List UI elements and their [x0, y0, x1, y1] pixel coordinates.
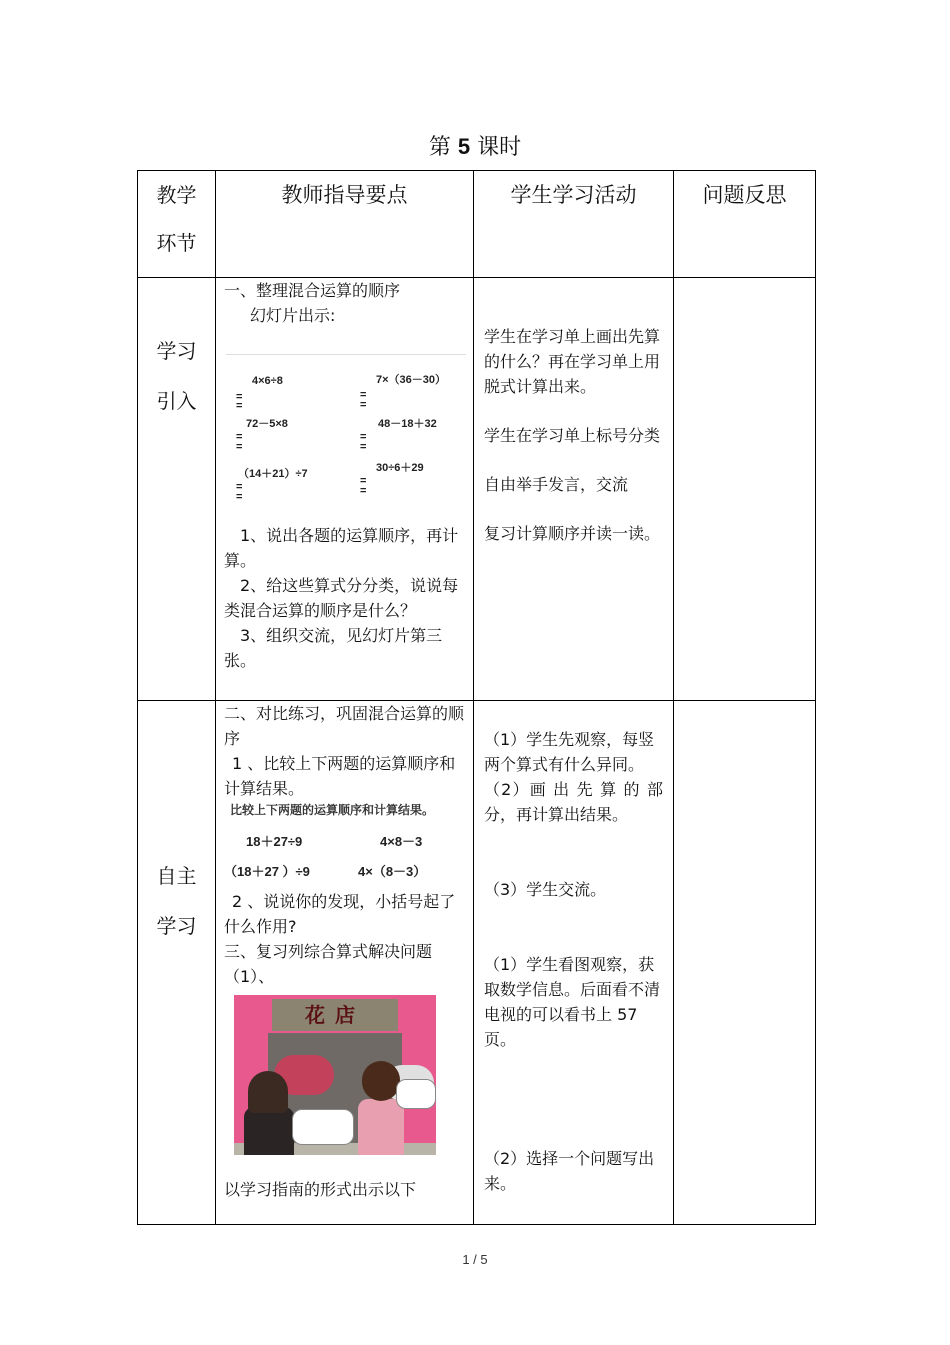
self-sub-1: （1）、	[224, 967, 275, 986]
title-suffix: 课时	[477, 135, 522, 160]
stage-intro-line2: 引入	[156, 389, 197, 413]
reflect-self-study	[674, 701, 816, 1225]
slide-figure	[226, 354, 466, 515]
row-intro	[138, 278, 816, 701]
intro-slide-label: 幻灯片出示:	[250, 306, 336, 325]
header-row	[138, 171, 816, 278]
teacher-intro	[216, 278, 474, 701]
stage-intro-line1: 学习	[156, 339, 197, 363]
self-student-5: （2）选择一个问题写出来。	[484, 1149, 655, 1193]
cmp-expr-2: 4×8－3	[380, 834, 423, 849]
eq-mark: =	[360, 475, 367, 487]
page-footer: 1 / 5	[462, 1252, 488, 1267]
compare-figure-caption: 比较上下两题的运算顺序和计算结果。	[230, 803, 435, 817]
cmp-expr-3: （18＋27 ）÷9	[224, 864, 310, 879]
header-student: 学生学习活动	[474, 171, 674, 278]
eq-mark: =	[236, 391, 243, 403]
header-stage-line1: 教学	[156, 183, 197, 207]
boy-head	[248, 1071, 288, 1113]
reflect-intro	[674, 278, 816, 701]
stage-self-line2: 学习	[156, 914, 197, 938]
stage-self-line1: 自主	[156, 864, 197, 888]
eq-mark: =	[236, 491, 243, 503]
intro-item-3: 3、组织交流，见幻灯片第三张。	[224, 626, 443, 670]
eq-mark: =	[236, 400, 243, 412]
lesson-table	[137, 170, 816, 1225]
title-number: 5	[457, 134, 471, 159]
eq-mark: =	[236, 441, 243, 453]
flower-shop-illustration	[234, 995, 436, 1155]
cmp-expr-1: 18＋27÷9	[246, 834, 303, 849]
eq-mark: =	[360, 399, 367, 411]
page-title	[0, 130, 950, 161]
expr-4: 48－18＋32	[378, 418, 437, 430]
girl-head	[362, 1061, 400, 1101]
stage-self-study	[138, 701, 216, 1225]
intro-student-2: 学生在学习单上标号分类	[484, 426, 661, 445]
header-reflect: 问题反思	[674, 171, 816, 278]
expr-2: 7×（36－30）	[376, 374, 447, 386]
student-intro	[474, 278, 674, 701]
row-self-study	[138, 701, 816, 1225]
self-last-line: 以学习指南的形式出示以下	[224, 1180, 417, 1199]
self-student-2: （2）画 出 先 算 的 部分，再计算出结果。	[484, 780, 663, 824]
intro-heading: 一、整理混合运算的顺序	[224, 281, 401, 300]
eq-mark: =	[360, 485, 367, 497]
self-heading: 二、对比练习，巩固混合运算的顺序	[224, 704, 465, 748]
self-item-1: 1 、比较上下两题的运算顺序和计算结果。	[224, 754, 456, 798]
speech-bubble-boy	[292, 1109, 354, 1145]
intro-student-4: 复习计算顺序并读一读。	[484, 524, 661, 543]
self-student-1: （1）学生先观察，每竖两个算式有什么异同。	[484, 730, 655, 774]
speech-bubble-girl	[396, 1079, 436, 1109]
cmp-expr-4: 4×（8－3）	[358, 864, 427, 879]
eq-mark: =	[360, 389, 367, 401]
intro-item-2: 2、给这些算式分分类，说说每类混合运算的顺序是什么？	[224, 576, 459, 620]
header-stage-line2: 环节	[156, 231, 197, 255]
intro-student-3: 自由举手发言，交流	[484, 475, 629, 494]
eq-mark: =	[236, 481, 243, 493]
eq-mark: =	[236, 431, 243, 443]
eq-mark: =	[360, 441, 367, 453]
header-stage	[138, 171, 216, 278]
expr-3: 72－5×8	[246, 418, 288, 430]
shop-sign: 花店	[272, 999, 398, 1031]
self-heading-3: 三、复习列综合算式解决问题	[224, 942, 433, 961]
teacher-self-study	[216, 701, 474, 1225]
expr-6: 30÷6＋29	[376, 462, 424, 474]
girl-body	[358, 1099, 404, 1155]
self-student-4: （1）学生看图观察，获取数学信息。后面看不清电视的可以看书上 57 页。	[484, 955, 661, 1049]
intro-item-1: 1、说出各题的运算顺序，再计算。	[224, 526, 459, 570]
boy-body	[244, 1107, 294, 1155]
compare-figure	[224, 819, 473, 889]
title-prefix: 第	[428, 135, 451, 160]
eq-mark: =	[360, 431, 367, 443]
header-teacher: 教师指导要点	[216, 171, 474, 278]
self-student-3: （3）学生交流。	[484, 880, 607, 899]
stage-intro	[138, 278, 216, 701]
student-self-study	[474, 701, 674, 1225]
expr-1: 4×6÷8	[252, 375, 283, 387]
intro-student-1: 学生在学习单上画出先算的什么？再在学习单上用脱式计算出来。	[484, 327, 661, 396]
expr-5: （14＋21）÷7	[238, 468, 308, 480]
self-item-2: 2 、说说你的发现，小括号起了什么作用?	[224, 892, 456, 936]
